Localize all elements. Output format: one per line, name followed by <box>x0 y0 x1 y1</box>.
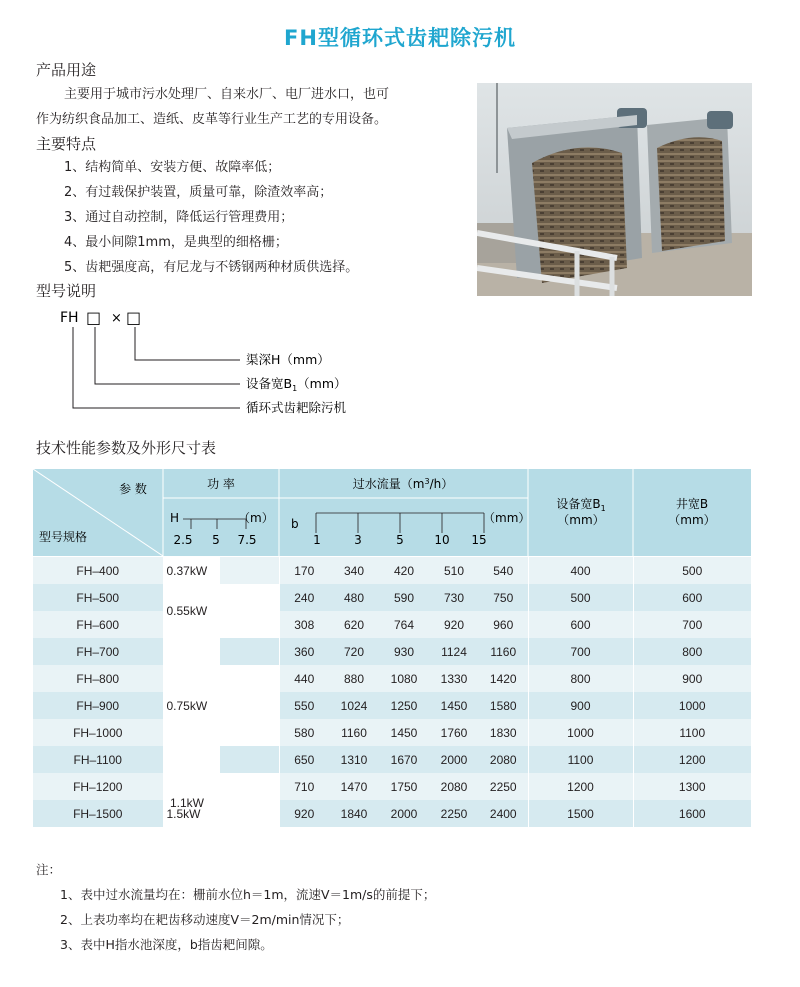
flow-cell: 1160 <box>329 719 379 746</box>
power-cell: 1.1kW <box>170 796 205 810</box>
spec-table <box>33 557 751 827</box>
flow-cell: 420 <box>379 557 429 584</box>
flow-unit: （mm） <box>483 511 531 525</box>
flow-cell: 1470 <box>329 773 379 800</box>
flow-cell: 730 <box>429 584 479 611</box>
well-cell: 500 <box>633 557 751 584</box>
flow-cell: 1250 <box>379 692 429 719</box>
well-cell: 600 <box>633 584 751 611</box>
table-title: 技术性能参数及外形尺寸表 <box>36 439 217 457</box>
feature-item: 4、最小间隙1mm，是典型的细格栅； <box>64 235 288 250</box>
width-header: 设备宽$B_1$ <box>556 497 606 513</box>
power-h-label: H <box>170 511 180 525</box>
model-cell: FH–1000 <box>33 719 163 746</box>
flow-cell: 1840 <box>329 800 379 827</box>
flow-b-label: b <box>291 517 299 531</box>
well-header: 井宽B <box>675 497 709 511</box>
power-cell: 0.37kW <box>163 557 219 584</box>
power-tick: 7.5 <box>237 533 257 547</box>
flow-cell: 1160 <box>479 638 528 665</box>
flow-cell: 540 <box>479 557 528 584</box>
flow-cell: 308 <box>279 611 329 638</box>
flow-cell: 1080 <box>379 665 429 692</box>
usage-line-1: 主要用于城市污水处理厂、自来水厂、电厂进水口，也可 <box>64 87 390 102</box>
well-cell: 1100 <box>633 719 751 746</box>
feature-item: 3、通过自动控制，降低运行管理费用； <box>64 210 294 225</box>
note-item: 1、表中过水流量均在：栅前水位h＝1m，流速V＝1m/s的前提下； <box>60 887 436 902</box>
width-cell: 500 <box>528 584 633 611</box>
flow-cell: 1310 <box>329 746 379 773</box>
power-header: 功 率 <box>207 477 235 491</box>
model-leader-lines <box>73 327 240 408</box>
table-row <box>33 584 751 611</box>
flow-cell: 360 <box>279 638 329 665</box>
flow-cell: 480 <box>329 584 379 611</box>
flow-cell: 2250 <box>479 773 528 800</box>
power-cell: 0.75kW <box>163 665 279 746</box>
model-code-prefix: FH <box>60 310 79 326</box>
model-cell: FH–400 <box>33 557 163 584</box>
flow-cell: 1830 <box>479 719 528 746</box>
flow-cell: 1750 <box>379 773 429 800</box>
width-cell: 1100 <box>528 746 633 773</box>
flow-cell: 1330 <box>429 665 479 692</box>
flow-cell: 2080 <box>429 773 479 800</box>
corner-param-label: 参 数 <box>119 482 147 496</box>
flow-tick: 1 <box>313 533 321 547</box>
flow-cell: 710 <box>279 773 329 800</box>
width-cell: 700 <box>528 638 633 665</box>
table-row <box>33 692 751 719</box>
flow-cell: 1420 <box>479 665 528 692</box>
product-photo <box>477 83 752 296</box>
power-tick: 5 <box>212 533 220 547</box>
flow-cell: 2000 <box>379 800 429 827</box>
flow-cell: 2080 <box>479 746 528 773</box>
well-cell: 1600 <box>633 800 751 827</box>
model-label-type: 循环式齿耙除污机 <box>246 400 347 415</box>
flow-cell: 620 <box>329 611 379 638</box>
well-cell: 1300 <box>633 773 751 800</box>
flow-cell: 1450 <box>379 719 429 746</box>
well-cell: 1000 <box>633 692 751 719</box>
note-item: 2、上表功率均在耙齿移动速度V＝2m/min情况下； <box>60 912 350 927</box>
flow-cell: 920 <box>429 611 479 638</box>
usage-heading: 产品用途 <box>36 61 97 79</box>
well-cell: 1200 <box>633 746 751 773</box>
model-label-depth: 渠深H（mm） <box>246 352 330 367</box>
flow-cell: 880 <box>329 665 379 692</box>
flow-cell: 2250 <box>429 800 479 827</box>
model-cell: FH–1500 <box>33 800 163 827</box>
well-cell: 900 <box>633 665 751 692</box>
table-row <box>33 665 751 692</box>
width-cell: 800 <box>528 665 633 692</box>
flow-cell: 920 <box>279 800 329 827</box>
flow-cell: 1760 <box>429 719 479 746</box>
flow-tick: 15 <box>471 533 487 547</box>
flow-cell: 1670 <box>379 746 429 773</box>
flow-tick: 10 <box>434 533 450 547</box>
flow-cell: 960 <box>479 611 528 638</box>
well-header-unit: （mm） <box>668 513 716 527</box>
width-cell: 1200 <box>528 773 633 800</box>
table-row <box>33 746 751 773</box>
table-header <box>33 469 751 556</box>
width-cell: 1000 <box>528 719 633 746</box>
note-item: 3、表中H指水池深度，b指齿耙间隙。 <box>60 937 273 952</box>
model-cell: FH–1200 <box>33 773 163 800</box>
flow-cell: 550 <box>279 692 329 719</box>
power-cell: 1.5kW <box>163 800 279 827</box>
width-cell: 900 <box>528 692 633 719</box>
flow-cell: 2400 <box>479 800 528 827</box>
flow-cell: 170 <box>279 557 329 584</box>
model-cell: FH–600 <box>33 611 163 638</box>
model-cell: FH–500 <box>33 584 163 611</box>
usage-line-2: 作为纺织食品加工、造纸、皮革等行业生产工艺的专用设备。 <box>36 112 388 127</box>
table-row <box>33 638 751 665</box>
table-row <box>33 773 751 800</box>
flow-cell: 1124 <box>429 638 479 665</box>
flow-cell: 340 <box>329 557 379 584</box>
model-code-box-width: □ <box>86 308 102 327</box>
model-code-times: × <box>111 311 122 326</box>
table-row <box>33 800 751 827</box>
flow-cell: 440 <box>279 665 329 692</box>
flow-cell: 750 <box>479 584 528 611</box>
width-header-unit: （mm） <box>557 513 605 527</box>
width-cell: 600 <box>528 611 633 638</box>
flow-cell: 590 <box>379 584 429 611</box>
flow-cell: 650 <box>279 746 329 773</box>
power-unit: （m） <box>238 511 274 525</box>
flow-cell: 580 <box>279 719 329 746</box>
flow-header: 过水流量$(m^3/h)$ <box>352 477 454 491</box>
width-cell: 400 <box>528 557 633 584</box>
model-code-box-depth: □ <box>126 308 142 327</box>
feature-list <box>64 155 358 280</box>
model-label-width: 设备宽$B_1(mm)$ <box>246 376 347 393</box>
flow-cell: 1450 <box>429 692 479 719</box>
flow-cell: 930 <box>379 638 429 665</box>
flow-cell: 1580 <box>479 692 528 719</box>
flow-cell: 510 <box>429 557 479 584</box>
model-cell: FH–900 <box>33 692 163 719</box>
table-row <box>33 719 751 746</box>
flow-cell: 720 <box>329 638 379 665</box>
model-cell: FH–700 <box>33 638 163 665</box>
feature-item: 5、齿耙强度高，有尼龙与不锈钢两种材质供选择。 <box>64 260 359 275</box>
flow-tick: 5 <box>396 533 404 547</box>
well-cell: 700 <box>633 611 751 638</box>
flow-cell: 1024 <box>329 692 379 719</box>
flow-cell: 2000 <box>429 746 479 773</box>
table-row <box>33 557 751 584</box>
notes-heading: 注： <box>36 862 62 877</box>
power-tick: 2.5 <box>173 533 193 547</box>
model-code-diagram <box>60 300 380 422</box>
well-cell: 800 <box>633 638 751 665</box>
model-cell: FH–800 <box>33 665 163 692</box>
page-title: FH型循环式齿耙除污机 <box>284 26 516 50</box>
feature-item: 2、有过载保护装置，质量可靠，除渣效率高； <box>64 185 333 200</box>
notes <box>36 857 435 957</box>
corner-model-label: 型号规格 <box>39 530 88 544</box>
model-cell: FH–1100 <box>33 746 163 773</box>
flow-cell: 240 <box>279 584 329 611</box>
feature-item: 1、结构简单、安装方便、故障率低； <box>64 160 281 175</box>
flow-cell: 764 <box>379 611 429 638</box>
table-row <box>33 611 751 638</box>
width-cell: 1500 <box>528 800 633 827</box>
model-heading: 型号说明 <box>36 282 97 300</box>
features-heading: 主要特点 <box>36 135 97 153</box>
power-cell: 0.55kW <box>163 584 279 638</box>
flow-tick: 3 <box>354 533 362 547</box>
